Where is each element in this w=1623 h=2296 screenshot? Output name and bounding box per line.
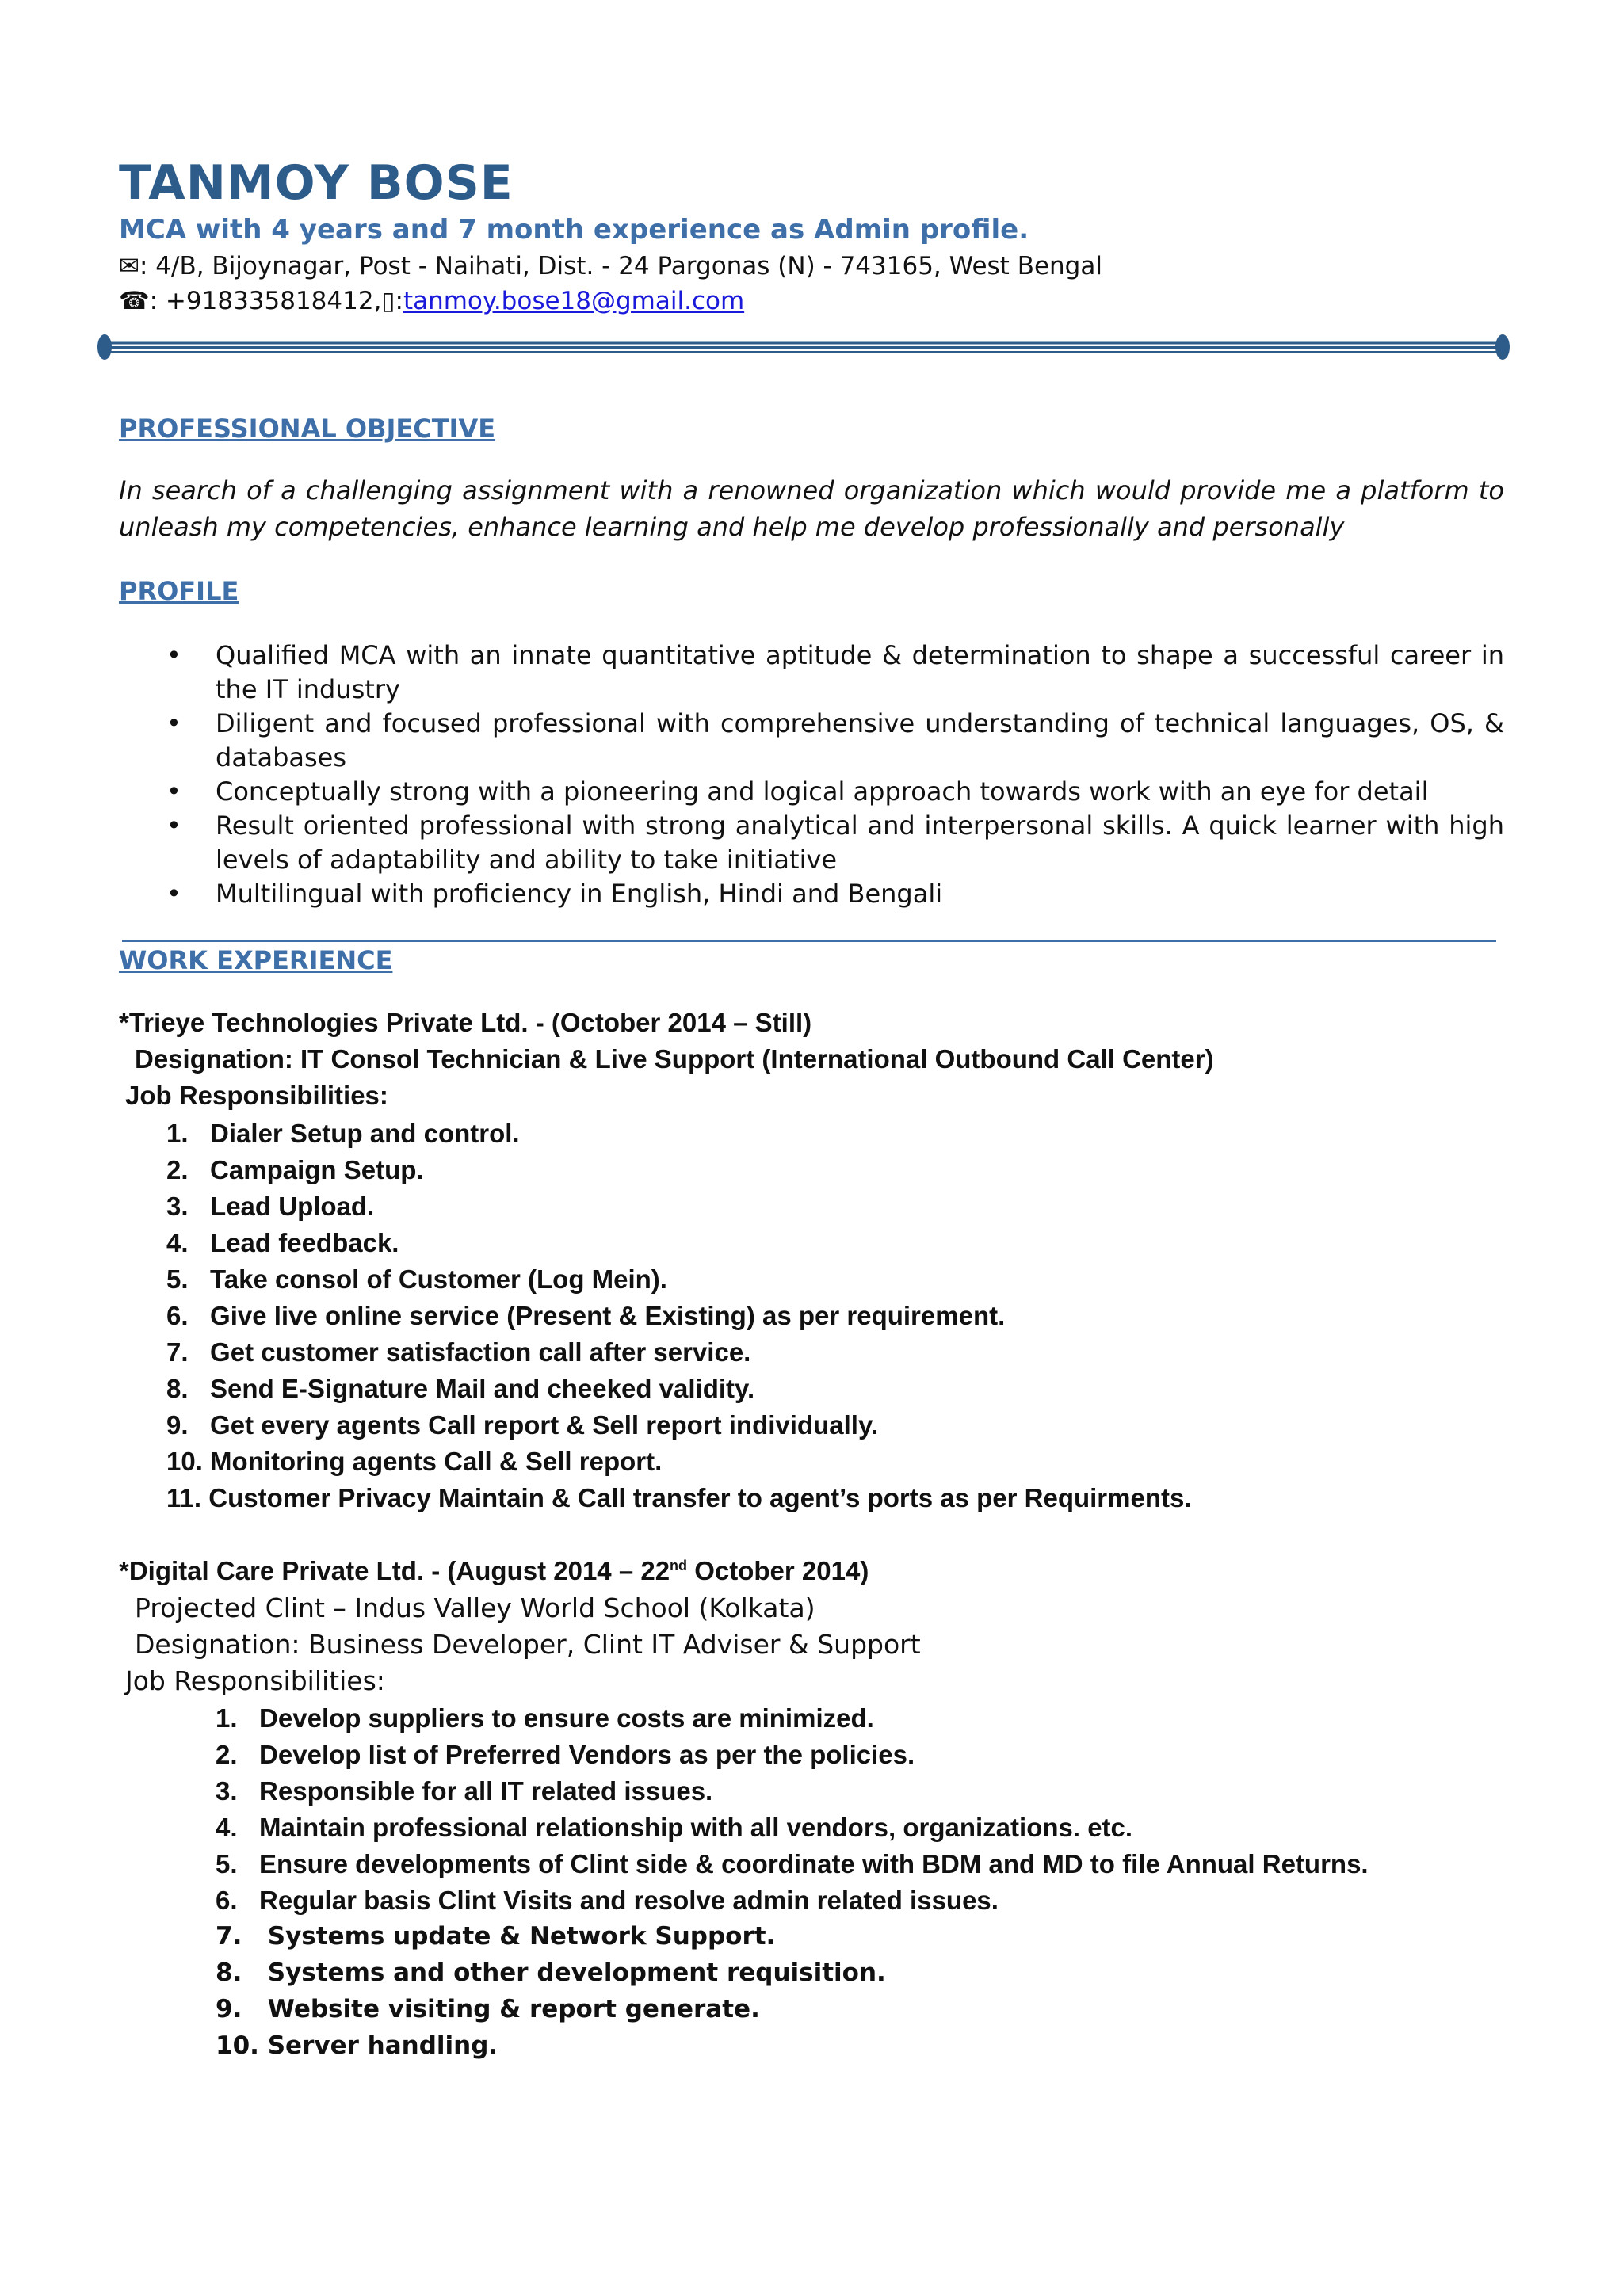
responsibility-item: 8. Send E-Signature Mail and cheeked validity. xyxy=(166,1374,755,1403)
address-line xyxy=(119,252,1102,280)
profile-item: • Conceptually strong with a pioneering and logical approach towards work with an eye for detail xyxy=(119,775,1504,809)
work-heading: WORK EXPERIENCE xyxy=(119,945,393,975)
email-link[interactable]: tanmoy.bose18@gmail.com xyxy=(403,287,745,315)
responsibility-item: 9. Get every agents Call report & Sell report individually. xyxy=(166,1410,879,1440)
responsibility-item: 9. Website visiting & report generate. xyxy=(216,1995,760,2023)
profile-heading: PROFILE xyxy=(119,576,239,606)
candidate-name: TANMOY BOSE xyxy=(119,155,514,211)
profile-list xyxy=(119,639,1504,911)
responsibility-item: 4. Maintain professional relationship with all vendors, organizations. etc. xyxy=(216,1813,1133,1842)
project-digital-care: Projected Clint – Indus Valley World School (Kolkata) xyxy=(135,1592,815,1623)
phone-email-line xyxy=(119,287,744,315)
responsibility-item: 7. Get customer satisfaction call after service. xyxy=(166,1337,751,1367)
designation-trieye: Designation: IT Consol Technician & Live Support (International Outbound Call Center) xyxy=(135,1044,1214,1074)
responsibility-item: 4. Lead feedback. xyxy=(166,1228,399,1257)
designation-digital-care: Designation: Business Developer, Clint IT Adviser & Support xyxy=(135,1629,921,1660)
section-rule xyxy=(122,940,1496,942)
envelope-icon: ✉ xyxy=(119,252,139,280)
telephone-icon: ☎ xyxy=(119,287,150,315)
responsibility-item: 5. Ensure developments of Clint side & coordinate with BDM and MD to file Annual Returns. xyxy=(216,1849,1369,1878)
responsibility-item: 1. Dialer Setup and control. xyxy=(166,1119,520,1148)
company-digital-care: *Digital Care Private Ltd. - (August 2014 – 22nd October 2014) xyxy=(119,1556,869,1585)
candidate-tagline: MCA with 4 years and 7 month experience as Admin profile. xyxy=(119,214,1029,246)
responsibility-item: 3. Responsible for all IT related issues. xyxy=(216,1776,713,1806)
bullet-icon: • xyxy=(166,776,181,807)
bullet-icon: • xyxy=(166,640,181,670)
responsibility-item: 2. Campaign Setup. xyxy=(166,1155,424,1184)
header-divider xyxy=(97,334,1510,360)
resp-label-trieye: Job Responsibilities: xyxy=(125,1081,388,1110)
profile-item: • Qualified MCA with an innate quantitative aptitude & determination to shape a successful career in the IT industry xyxy=(166,640,1504,704)
responsibility-item: 1. Develop suppliers to ensure costs are minimized. xyxy=(216,1703,874,1733)
responsibility-item: 2. Develop list of Preferred Vendors as per the policies. xyxy=(216,1740,915,1769)
responsibility-item: 3. Lead Upload. xyxy=(166,1192,375,1221)
profile-item: • Multilingual with proficiency in English, Hindi and Bengali xyxy=(119,877,1504,911)
responsibility-item: 5. Take consol of Customer (Log Mein). xyxy=(166,1264,667,1294)
responsibility-item: 6. Regular basis Clint Visits and resolve admin related issues. xyxy=(216,1886,999,1915)
responsibility-item: 10. Monitoring agents Call & Sell report. xyxy=(166,1447,663,1476)
responsibility-item: 6. Give live online service (Present & Existing) as per requirement. xyxy=(166,1301,1006,1330)
bullet-icon: • xyxy=(166,708,181,738)
responsibility-item: 11. Customer Privacy Maintain & Call transfer to agent’s ports as per Requirments. xyxy=(166,1483,1192,1512)
profile-item: • Diligent and focused professional with comprehensive understanding of technical languages, OS, & databases xyxy=(166,708,1504,772)
responsibility-item: 8. Systems and other development requisition. xyxy=(216,1958,886,1987)
bullet-icon: • xyxy=(166,879,181,909)
objective-heading: PROFESSIONAL OBJECTIVE xyxy=(119,414,496,444)
company-trieye: *Trieye Technologies Private Ltd. - (October 2014 – Still) xyxy=(119,1008,812,1037)
address-text: : 4/B, Bijoynagar, Post - Naihati, Dist. - 24 Pargonas (N) - 743165, West Bengal xyxy=(139,252,1102,280)
responsibility-item: 7. Systems update & Network Support. xyxy=(216,1922,776,1951)
responsibility-item: 10. Server handling. xyxy=(216,2031,498,2060)
bullet-icon: • xyxy=(166,810,181,841)
profile-item: • Result oriented professional with strong analytical and interpersonal skills. A quick learner with high levels of adaptability and ability to take initiative xyxy=(166,810,1504,875)
resp-label-digital-care: Job Responsibilities: xyxy=(125,1665,385,1696)
objective-text: In search of a challenging assignment with a renowned organization which would provide me a platform to unleash my competencies, enhance learning and help me develop professionally and personally xyxy=(119,475,1504,542)
phone-text: : +918335818412,▯: xyxy=(149,287,403,315)
